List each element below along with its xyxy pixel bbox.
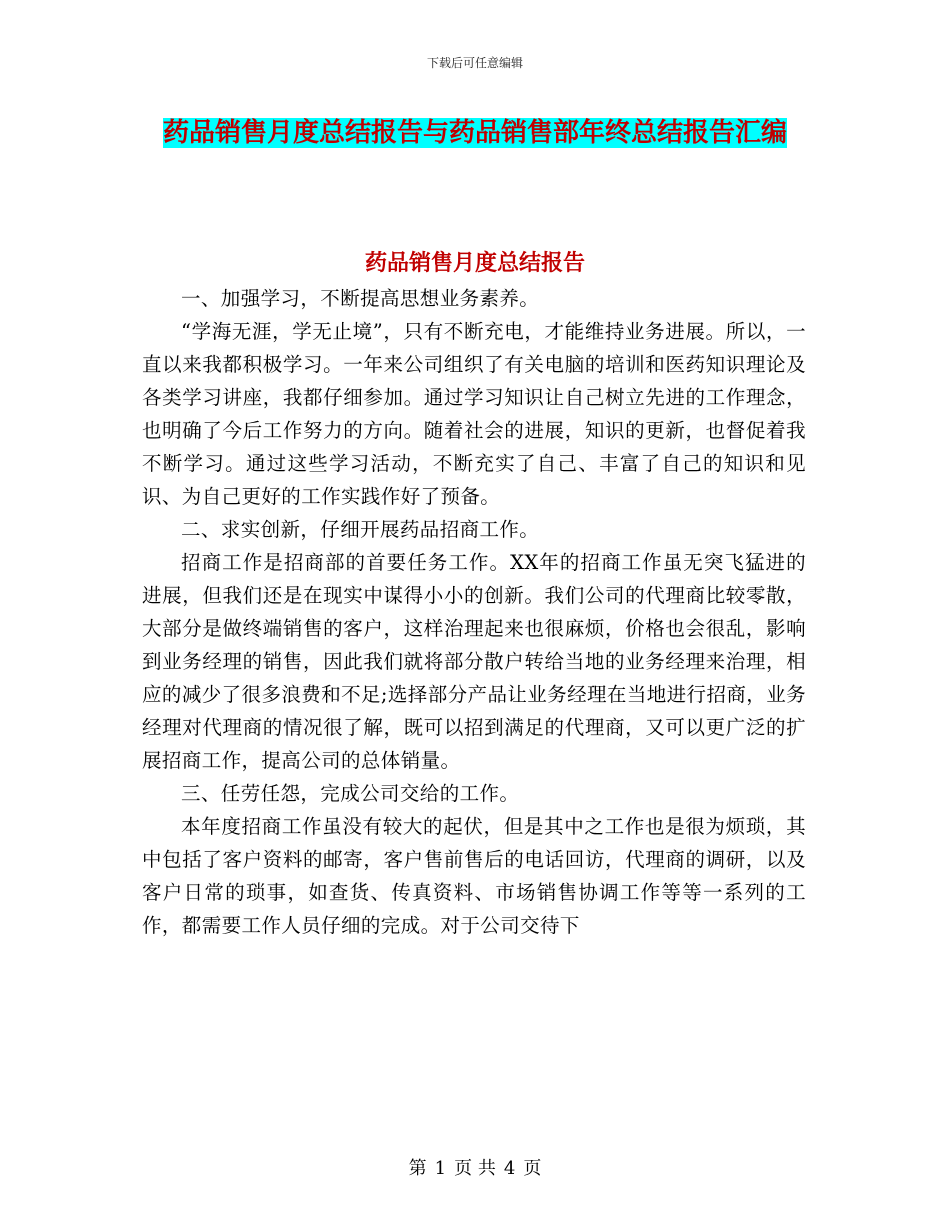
document-title bbox=[140, 110, 810, 156]
paragraph-learning: “学海无涯，学无止境”，只有不断充电，才能维持业务进展。所以，一直以来我都积极学习。一年来公司组织了有关电脑的培训和医药知识理论及各类学习讲座，我都仔细参加。通过学习知识让自己树立先进的工作理念，也明确了今后工作努力的方向。随着社会的进展，知识的更新，也督促着我不断学习。通过这些学习活动，不断充实了自己、丰富了自己的知识和见识、为自己更好的工作实践作好了预备。 bbox=[142, 320, 806, 508]
heading-diligence: 三、任劳任怨，完成公司交给的工作。 bbox=[181, 782, 520, 805]
footer-prefix: 第 bbox=[408, 1158, 427, 1179]
document-body bbox=[142, 282, 806, 942]
heading-learning: 一、加强学习，不断提高思想业务素养。 bbox=[181, 287, 540, 310]
section-title: 药品销售月度总结报告 bbox=[364, 251, 585, 276]
footer-suffix: 页 bbox=[523, 1158, 542, 1179]
header-note: 下载后可任意编辑 bbox=[426, 56, 523, 70]
paragraph-innovation: 招商工作是招商部的首要任务工作。XX年的招商工作虽无突飞猛进的进展，但我们还是在现实中谋得小小的创新。我们公司的代理商比较零散，大部分是做终端销售的客户，这样治理起来也很麻烦，价格也会很乱，影响到业务经理的销售，因此我们就将部分散户转给当地的业务经理来治理，相应的减少了很多浪费和不足;选择部分产品让业务经理在当地进行招商，业务经理对代理商的情况很了解，既可以招到满足的代理商，又可以更广泛的扩展招商工作，提高公司的总体销量。 bbox=[142, 551, 806, 772]
footer-middle: 页 共 bbox=[454, 1158, 496, 1179]
footer-page-number: 1 bbox=[434, 1158, 447, 1179]
document-title-text: 药品销售月度总结报告与药品销售部年终总结报告汇编 bbox=[162, 118, 787, 148]
page-footer bbox=[0, 1154, 950, 1180]
paragraph-diligence: 本年度招商工作虽没有较大的起伏，但是其中之工作也是很为烦琐，其中包括了客户资料的邮寄，客户售前售后的电话回访，代理商的调研，以及客户日常的琐事，如查货、传真资料、市场销售协调工作等等一系列的工作，都需要工作人员仔细的完成。对于公司交待下 bbox=[142, 815, 806, 937]
heading-innovation: 二、求实创新，仔细开展药品招商工作。 bbox=[181, 518, 540, 541]
footer-total-pages: 4 bbox=[503, 1158, 516, 1179]
